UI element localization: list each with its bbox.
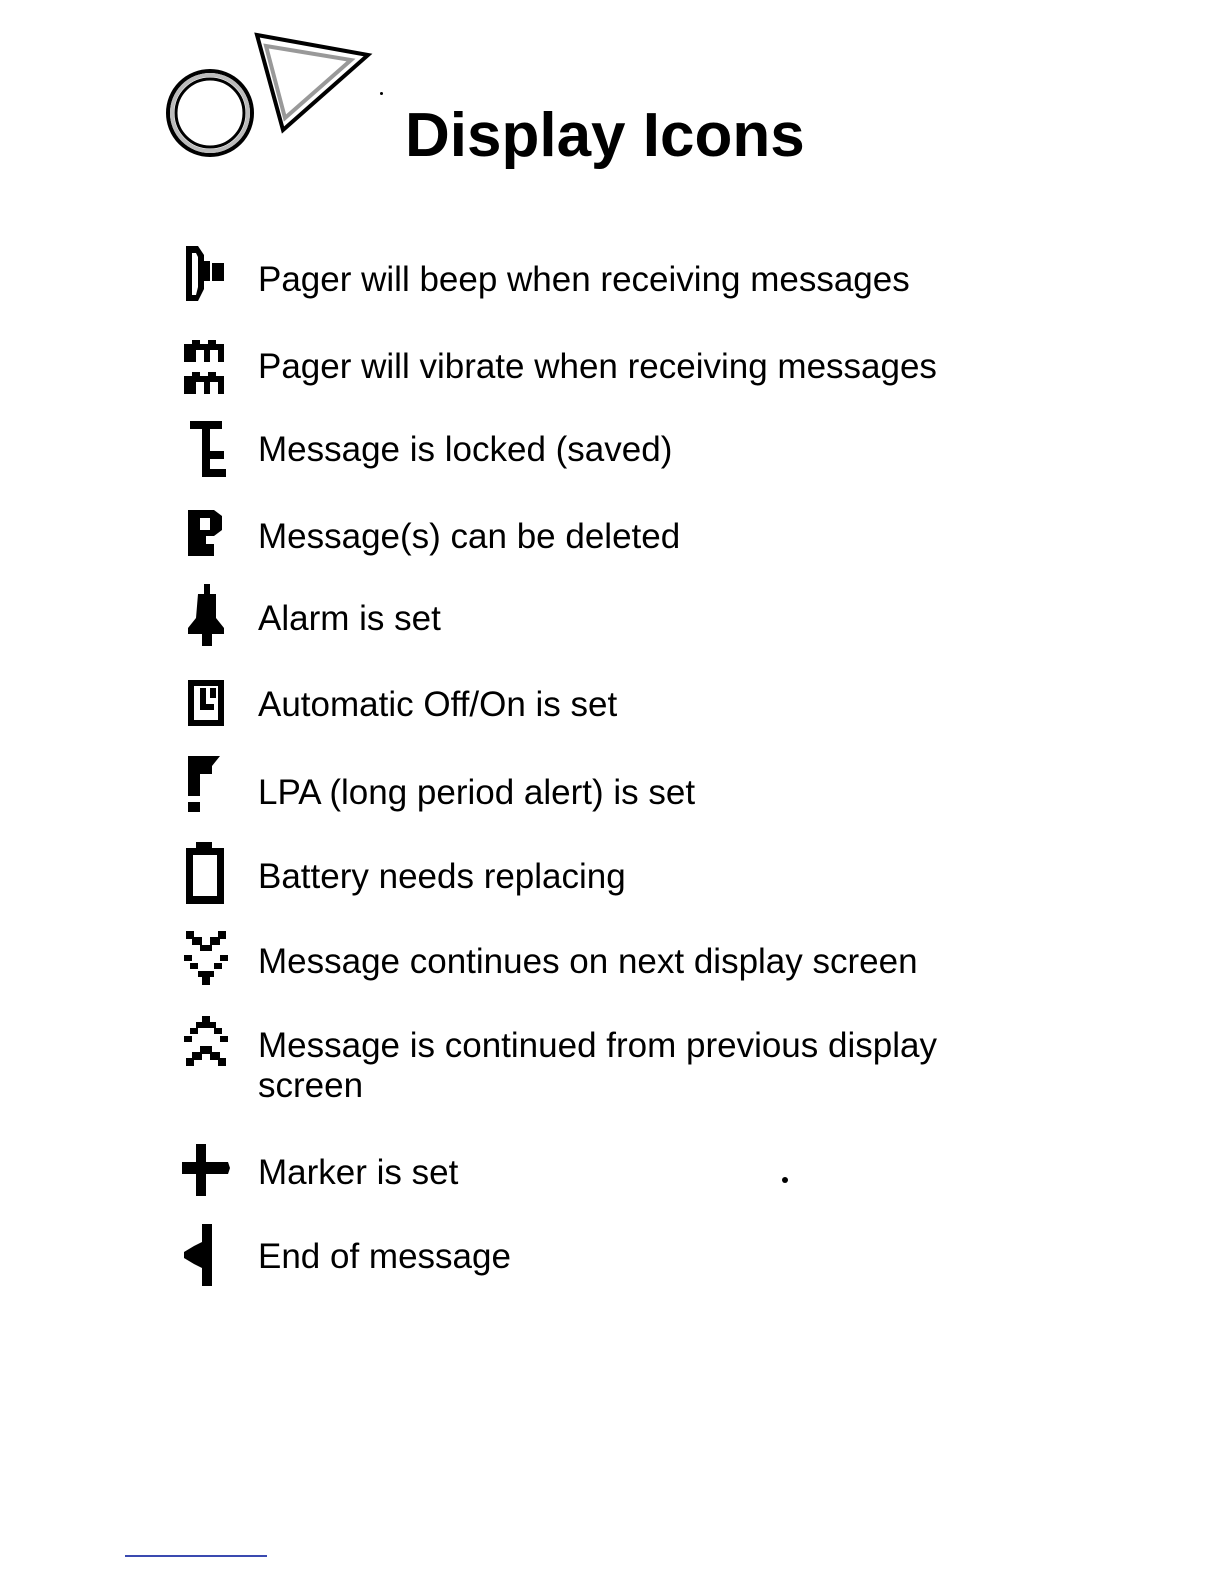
list-item-label: Pager will beep when receiving messages: [258, 260, 910, 299]
list-item-label: Message is continued from previous display screen: [258, 1026, 937, 1105]
lpa-flag-icon: [180, 752, 232, 818]
icon-list: [180, 0, 1080, 1585]
list-item-label: Alarm is set: [258, 599, 441, 638]
vibrate-icon: [180, 330, 232, 396]
page-title: Display Icons: [405, 101, 805, 170]
marker-icon: [180, 1140, 232, 1206]
list-item-label: Marker is set: [258, 1153, 459, 1192]
battery-icon: [180, 840, 232, 906]
beep-icon: [180, 243, 232, 309]
list-item-label: Message(s) can be deleted: [258, 517, 681, 556]
list-item-label: Automatic Off/On is set: [258, 685, 618, 724]
continue-down-icon: [180, 925, 232, 991]
list-item-label: Message continues on next display screen: [258, 942, 918, 981]
delete-icon: [180, 500, 232, 566]
alarm-bell-icon: [180, 582, 232, 648]
lock-icon: [180, 415, 232, 481]
list-item-label: Battery needs replacing: [258, 857, 626, 896]
continue-up-icon: [180, 1010, 232, 1076]
list-item-label: End of message: [258, 1237, 511, 1276]
auto-off-on-icon: [180, 670, 232, 736]
list-item-label: Message is locked (saved): [258, 430, 673, 469]
end-of-message-icon: [180, 1222, 232, 1288]
speck-mark: [782, 1177, 788, 1183]
list-item-label: LPA (long period alert) is set: [258, 773, 696, 812]
list-item-label: Pager will vibrate when receiving messages: [258, 347, 937, 386]
underline-mark: [125, 1555, 267, 1557]
